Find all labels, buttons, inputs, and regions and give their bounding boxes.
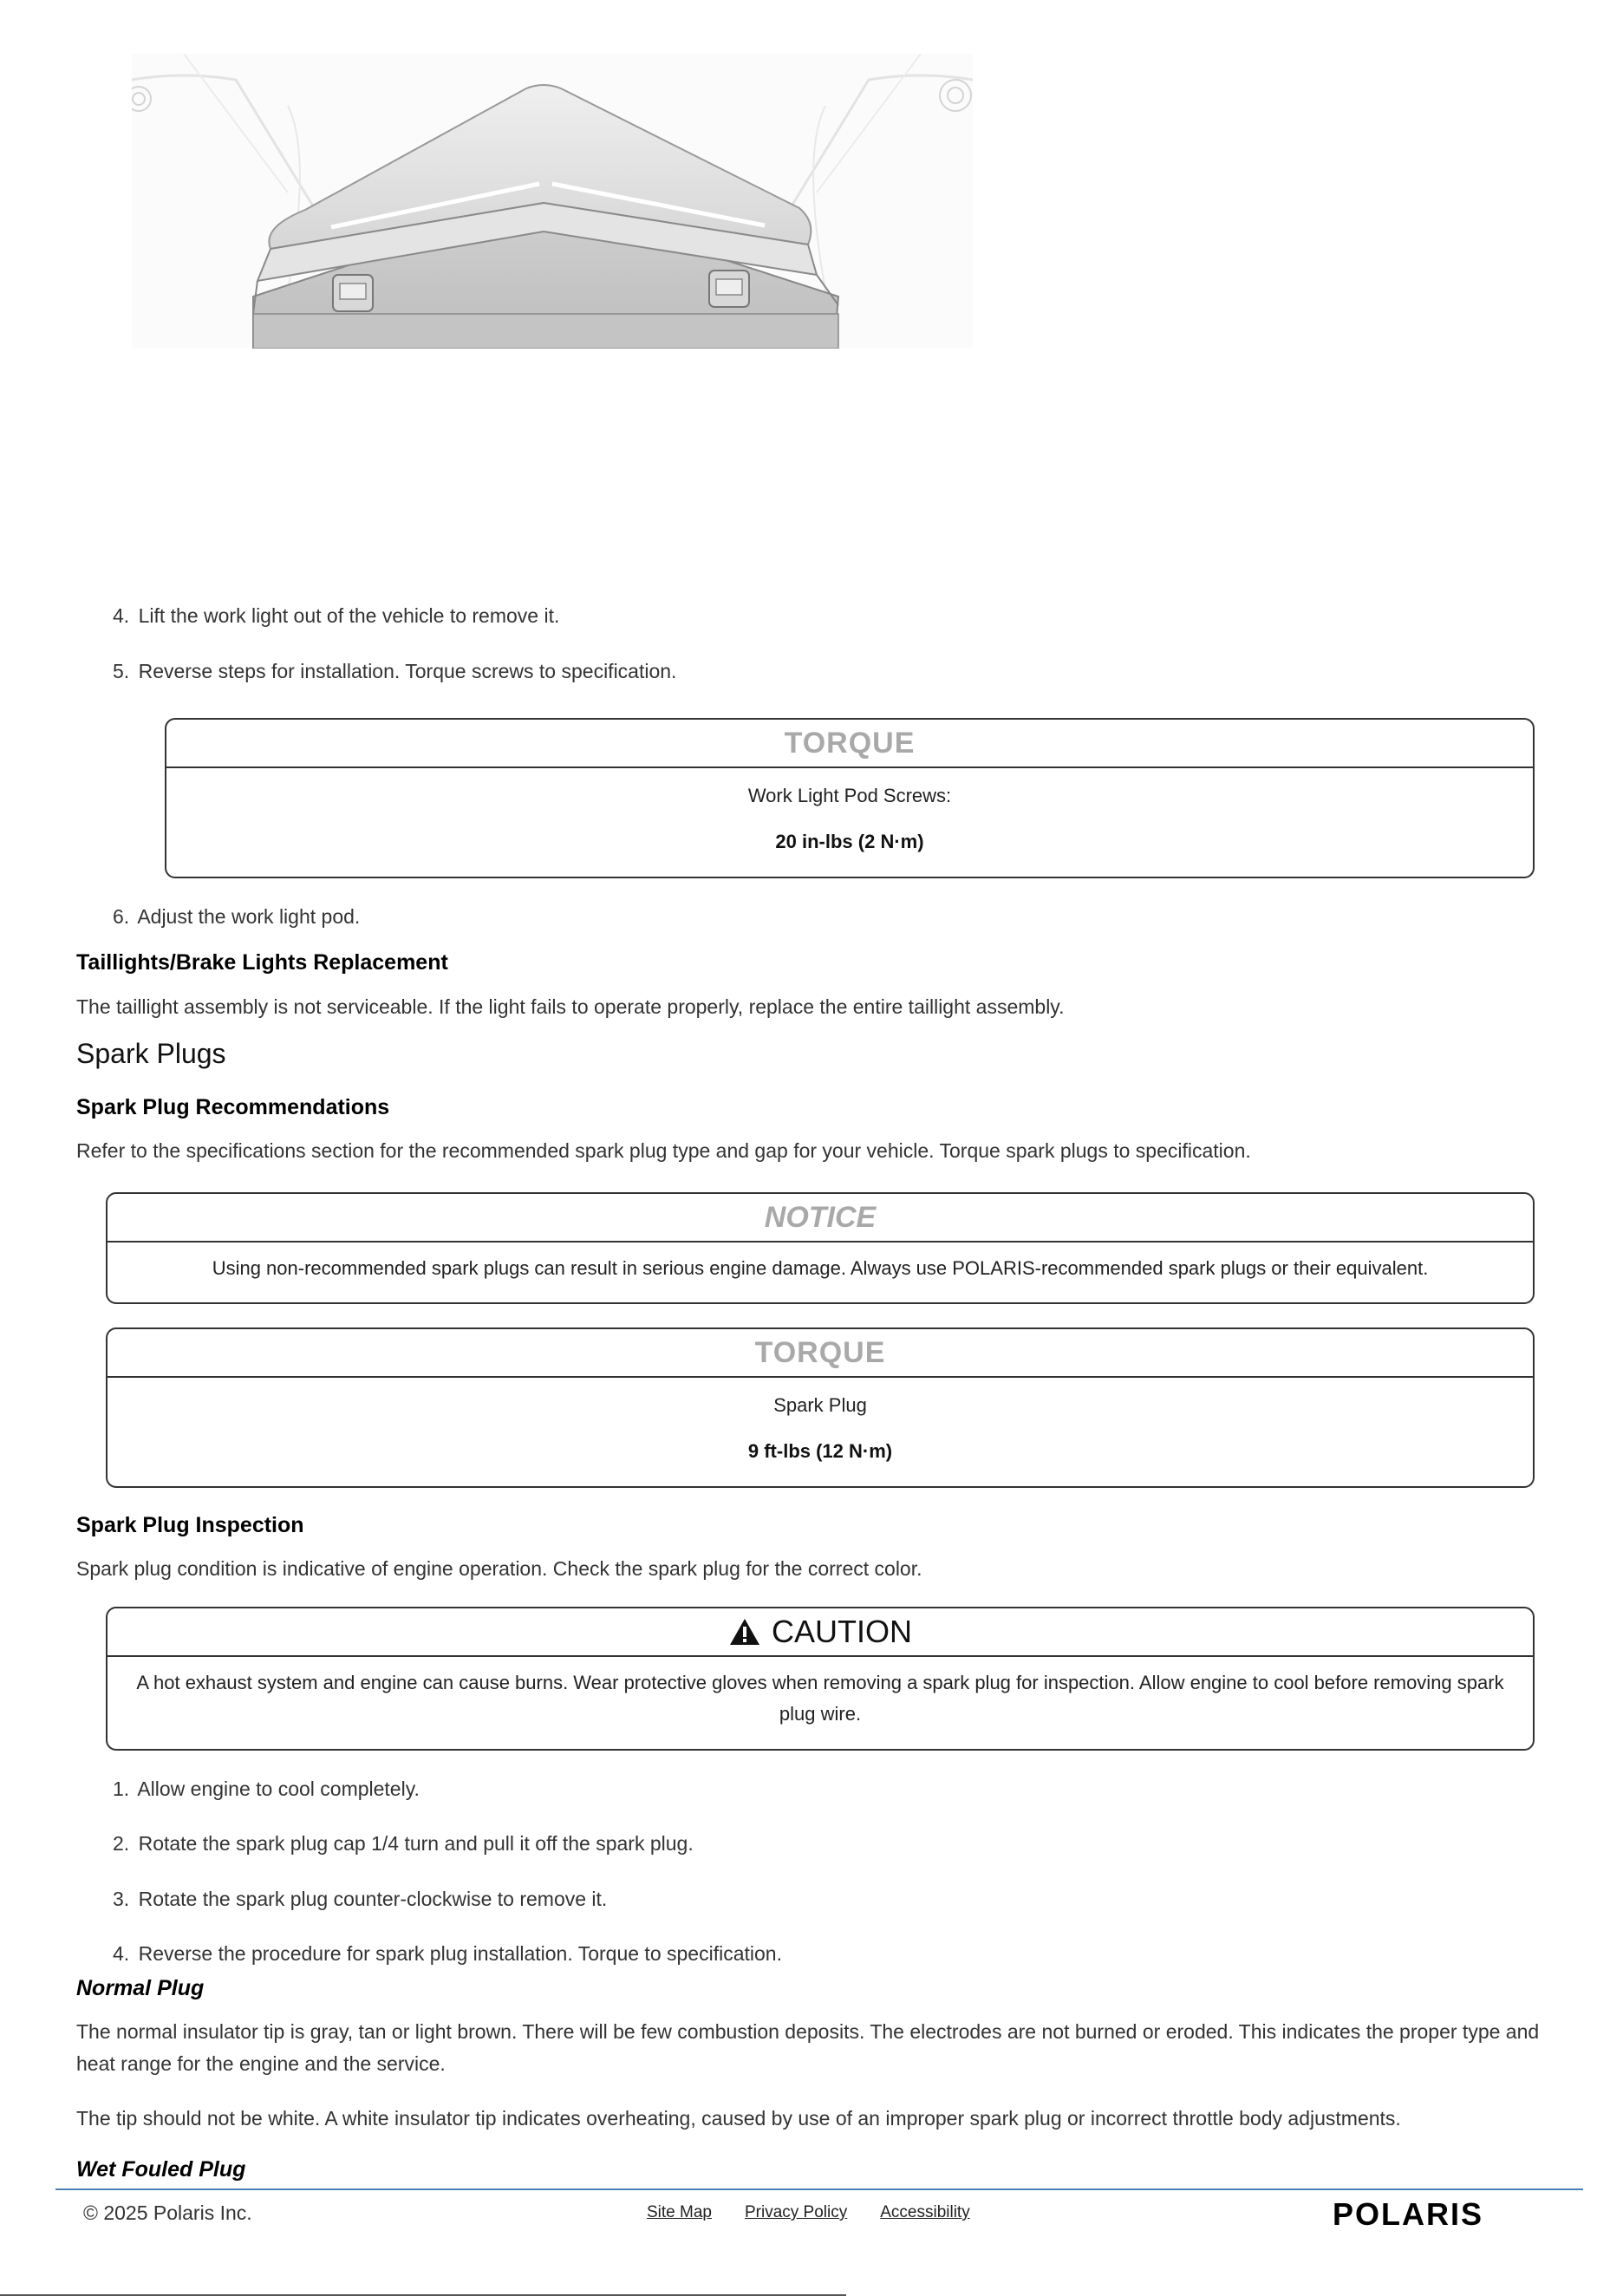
step-text: Allow engine to cool completely. <box>137 1777 420 1800</box>
inspection-heading: Spark Plug Inspection <box>76 1513 304 1537</box>
normal-plug-text: The normal insulator tip is gray, tan or light brown. There will be few combustion deposits. The electrodes are not burned or eroded. This indicates the proper type and heat range for the engine and the service. <box>76 2020 1540 2075</box>
step-text: Lift the work light out of the vehicle to remove it. <box>138 604 560 627</box>
list-item <box>113 905 360 929</box>
notice-box <box>106 1192 1535 1304</box>
copyright-text: © 2025 Polaris Inc. <box>83 2201 252 2224</box>
polaris-logo[interactable] <box>1333 2197 1541 2230</box>
notice-box-header <box>108 1194 1533 1243</box>
recommendations-text: Refer to the specifications section for the recommended spark plug type and gap for your vehicle. Torque spark plugs to specification. <box>76 1139 1251 1162</box>
warning-triangle-icon <box>728 1617 761 1647</box>
torque-value: 9 ft-lbs (12 N·m) <box>747 1440 893 1462</box>
list-item <box>113 660 676 683</box>
torque-label: Work Light Pod Screws: <box>747 785 952 806</box>
caution-title: CAUTION <box>772 1614 912 1649</box>
work-light-pod-illustration <box>132 54 973 349</box>
list-item <box>113 1777 420 1801</box>
torque-value: 20 in-lbs (2 N·m) <box>775 831 924 852</box>
torque-title: TORQUE <box>784 726 916 760</box>
step-number: 4. <box>113 604 130 627</box>
list-item <box>113 1942 782 1966</box>
taillights-heading: Taillights/Brake Lights Replacement <box>76 950 448 975</box>
footer-links <box>647 2203 970 2222</box>
taillights-text: The taillight assembly is not serviceable. If the light fails to operate properly, replace the entire taillight assembly. <box>76 995 1065 1018</box>
normal-plug-heading: Normal Plug <box>76 1976 205 2000</box>
accessibility-link[interactable]: Accessibility <box>880 2203 970 2221</box>
step-text: Rotate the spark plug counter-clockwise to remove it. <box>138 1888 608 1910</box>
polaris-logo-text: POLARIS <box>1333 2197 1484 2230</box>
recommendations-heading: Spark Plug Recommendations <box>76 1095 390 1119</box>
list-item <box>113 1888 607 1911</box>
normal-plug-text-2: The tip should not be white. A white insulator tip indicates overheating, caused by use of an improper spark plug or incorrect throttle body adjustments. <box>76 2107 1401 2130</box>
torque-label: Spark Plug <box>773 1394 867 1416</box>
privacy-policy-link[interactable]: Privacy Policy <box>744 2203 848 2221</box>
torque-box-work-light <box>165 718 1535 878</box>
caution-text: A hot exhaust system and engine can cause burns. Wear protective gloves when removing a spark plug for inspection. Allow engine to cool before removing spark plug wire. <box>136 1672 1504 1725</box>
torque-title: TORQUE <box>754 1335 886 1369</box>
step-number: 5. <box>113 660 130 682</box>
step-number: 4. <box>113 1942 130 1965</box>
step-text: Reverse the procedure for spark plug installation. Torque to specification. <box>138 1942 782 1965</box>
step-number: 3. <box>113 1888 130 1910</box>
inspection-text: Spark plug condition is indicative of engine operation. Check the spark plug for the correct color. <box>76 1557 922 1580</box>
notice-title: NOTICE <box>764 1200 877 1234</box>
step-text: Reverse steps for installation. Torque screws to specification. <box>138 660 677 682</box>
list-item <box>113 1832 694 1856</box>
caution-box <box>106 1607 1535 1751</box>
step-number: 1. <box>113 1777 130 1800</box>
wet-fouled-heading: Wet Fouled Plug <box>76 2157 246 2182</box>
caution-box-header <box>108 1608 1533 1657</box>
torque-box-header <box>108 1329 1533 1378</box>
step-number: 6. <box>113 905 130 928</box>
step-text: Rotate the spark plug cap 1/4 turn and pull it off the spark plug. <box>138 1832 694 1855</box>
site-map-link[interactable]: Site Map <box>647 2203 712 2221</box>
torque-box-header <box>166 720 1533 768</box>
step-number: 2. <box>113 1832 130 1855</box>
footer-divider <box>55 2188 1583 2190</box>
list-item <box>113 604 559 628</box>
spark-plugs-heading: Spark Plugs <box>76 1038 226 1069</box>
step-text: Adjust the work light pod. <box>137 905 361 928</box>
notice-text: Using non-recommended spark plugs can result in serious engine damage. Always use POLARIS-recommended spark plugs or their equivalent. <box>212 1257 1429 1279</box>
torque-box-spark-plug <box>106 1327 1535 1488</box>
